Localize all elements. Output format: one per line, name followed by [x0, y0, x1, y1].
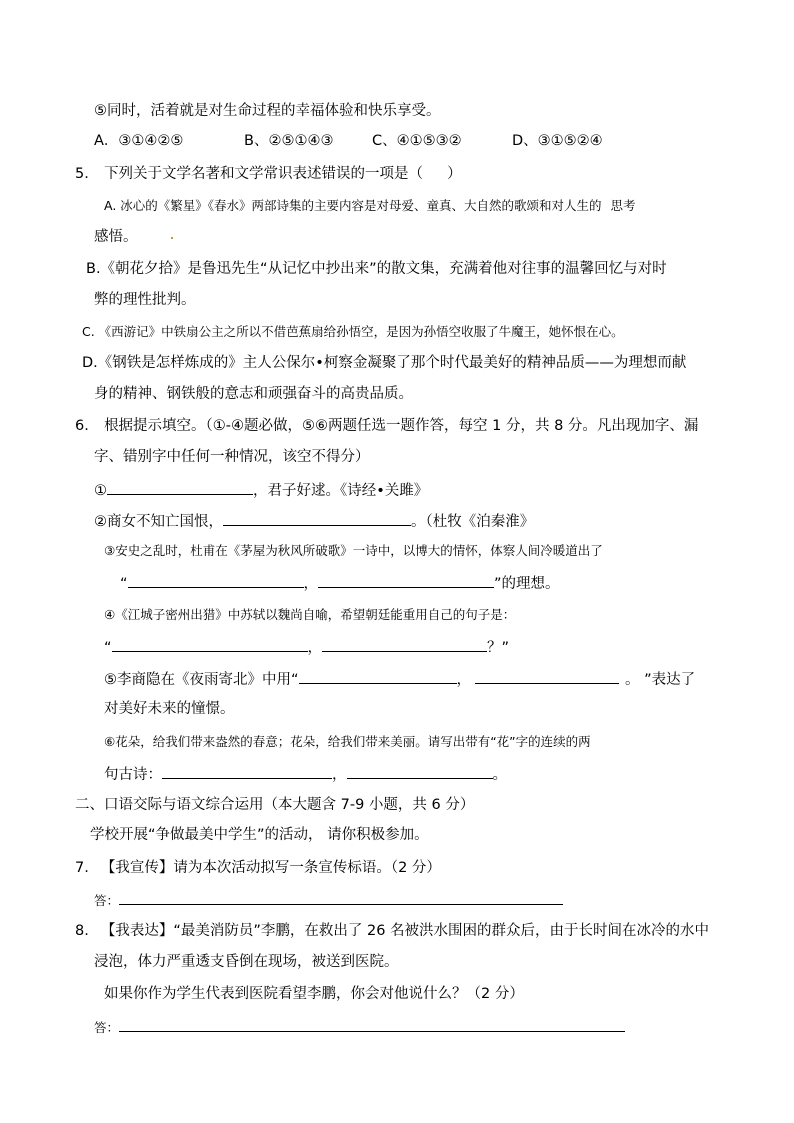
q5-option-b-line2: 弊的理性批判。	[94, 292, 196, 308]
q6-sub6-end: 。	[492, 767, 507, 783]
part2-title: 二、口语交际与语文综合运用（本大题含 7-9 小题，共 6 分）	[75, 797, 475, 813]
part2-intro: 学校开展“争做最美中学生”的活动， 请你积极参加。	[90, 827, 429, 843]
q6-sub1	[94, 479, 428, 501]
q6-blank-1[interactable]	[107, 479, 253, 495]
q6-sub6-line1: ⑥花朵，给我们带来盎然的春意；花朵，给我们带来美丽。请写出带有“花”字的连续的两	[104, 734, 591, 749]
q8-answer-label: 答：	[94, 1020, 120, 1035]
q5-option-a-line1	[104, 196, 636, 216]
q6-blank-6b[interactable]	[347, 763, 493, 779]
q6-sub5-comma: ，	[456, 672, 472, 688]
q5-option-d-line1: D.《钢铁是怎样炼成的》主人公保尔•柯察金凝聚了那个时代最美好的精神品质——为理想而献	[82, 355, 687, 371]
q5-option-b-line1: B.《朝花夕拾》是鲁迅先生“从记忆中抄出来”的散文集，充满着他对往事的温馨回忆与对时	[86, 261, 667, 277]
q6-blank-4a[interactable]	[112, 636, 308, 652]
q6-sub4-line2	[104, 636, 509, 658]
q8-number: 8.	[75, 923, 89, 939]
q5-stem	[75, 164, 462, 184]
q6-sub5-line1	[104, 668, 695, 690]
q6-sub5-text: ⑤李商隐在《夜雨寄北》中用“	[104, 672, 299, 688]
q6-sub2	[94, 510, 534, 532]
q7-answer-blank[interactable]	[119, 889, 563, 905]
q8-stem-line1	[75, 921, 709, 941]
decorative-dot	[171, 237, 173, 239]
q6-sub3-line1: ③安史之乱时，杜甫在《茅屋为秋风所破歌》一诗中，以博大的情怀，体察人间冷暖道出了	[104, 543, 603, 558]
q8-text: 【我表达】“最美消防员”李鹏，在救出了 26 名被洪水围困的群众后，由于长时间在冰冷的水中	[100, 923, 710, 939]
q6-sub5-end: 。 ”表达了	[625, 672, 696, 688]
q6-blank-3a[interactable]	[128, 572, 304, 588]
q6-sub4-comma: ，	[307, 640, 323, 656]
q8-answer-line	[94, 1016, 625, 1038]
q4-option-b: B、②⑤①④③	[244, 133, 334, 149]
q4-option-d: D、③①⑤②④	[512, 133, 603, 149]
q5-option-a-text: A. 冰心的《繁星》《春水》两部诗集的主要内容是对母爱、童真、大自然的歌颂和对人生的	[104, 198, 602, 213]
q8-stem-line2: 浸泡，体力严重透支昏倒在现场，被送到医院。	[94, 954, 399, 970]
q6-sub3-open-quote: “	[120, 576, 128, 592]
q7-answer-line	[94, 889, 563, 911]
q4-option-a: A．③①④②⑤	[94, 133, 184, 149]
q6-sub6-line2	[104, 763, 507, 785]
q4-item5: ⑤同时，活着就是对生命过程的幸福体验和快乐享受。	[94, 103, 441, 119]
q7-text: 【我宣传】请为本次活动拟写一条宣传标语。（2 分）	[100, 860, 441, 876]
q5-number: 5.	[75, 166, 89, 182]
q6-sub6-label: 句古诗：	[104, 767, 162, 783]
q6-blank-4b[interactable]	[322, 636, 487, 652]
q6-blank-5b[interactable]	[475, 668, 619, 684]
q7-number: 7.	[75, 860, 89, 876]
q8-answer-blank[interactable]	[119, 1016, 625, 1032]
q6-stem-line2: 字、错别字中任何一种情况，该空不得分）	[94, 449, 370, 465]
q6-sub3-line2	[120, 572, 560, 594]
q5-option-d-line2: 身的精神、钢铁般的意志和顽强奋斗的高贵品质。	[94, 386, 413, 402]
q7-stem	[75, 858, 441, 878]
q6-sub6-comma: ，	[332, 767, 347, 783]
q6-sub1-text: ，君子好逑。《诗经•关雎》	[253, 483, 429, 499]
q6-sub2-source: 。（杜牧《泊秦淮》	[411, 514, 535, 530]
q6-stem-line1	[75, 416, 698, 436]
q5-option-a-line2: 感悟。	[94, 229, 138, 245]
q6-sub3-comma: ，	[303, 576, 319, 592]
q5-stem-text: 下列关于文学名著和文学常识表述错误的一项是（	[104, 166, 424, 182]
q6-stem-text: 根据提示填空。（①-④题必做，⑤⑥两题任选一题作答，每空 1 分，共 8 分。凡出现加字、漏	[104, 418, 699, 434]
q7-answer-label: 答：	[94, 893, 120, 908]
q6-blank-3b[interactable]	[318, 572, 494, 588]
q6-blank-6a[interactable]	[162, 763, 332, 779]
q6-sub1-label: ①	[94, 483, 107, 499]
q6-sub4-open-quote: “	[104, 640, 112, 656]
q6-sub2-text: ②商女不知亡国恨，	[94, 514, 223, 530]
q6-sub4-close: ？”	[487, 640, 510, 656]
q6-sub3-close: ”的理想。	[494, 576, 560, 592]
q6-sub5-line2: 对美好未来的憧憬。	[104, 701, 235, 717]
q5-option-c: C. 《西游记》中铁扇公主之所以不借芭蕉扇给孙悟空，是因为孙悟空收服了牛魔王，她怀恨在心。	[82, 324, 624, 339]
q5-option-a-text-end: 思考	[610, 198, 636, 213]
q6-blank-2[interactable]	[223, 510, 411, 526]
q6-number: 6.	[75, 418, 89, 434]
q5-stem-close: ）	[447, 166, 462, 182]
q6-sub4-line1: ④《江城子密州出猎》中苏轼以魏尚自喻，希望朝廷能重用自己的句子是：	[104, 607, 516, 622]
q8-question: 如果你作为学生代表到医院看望李鹏，你会对他说什么？（2 分）	[104, 986, 524, 1002]
q6-blank-5a[interactable]	[299, 668, 457, 684]
q4-option-c: C、④①⑤③②	[372, 133, 462, 149]
